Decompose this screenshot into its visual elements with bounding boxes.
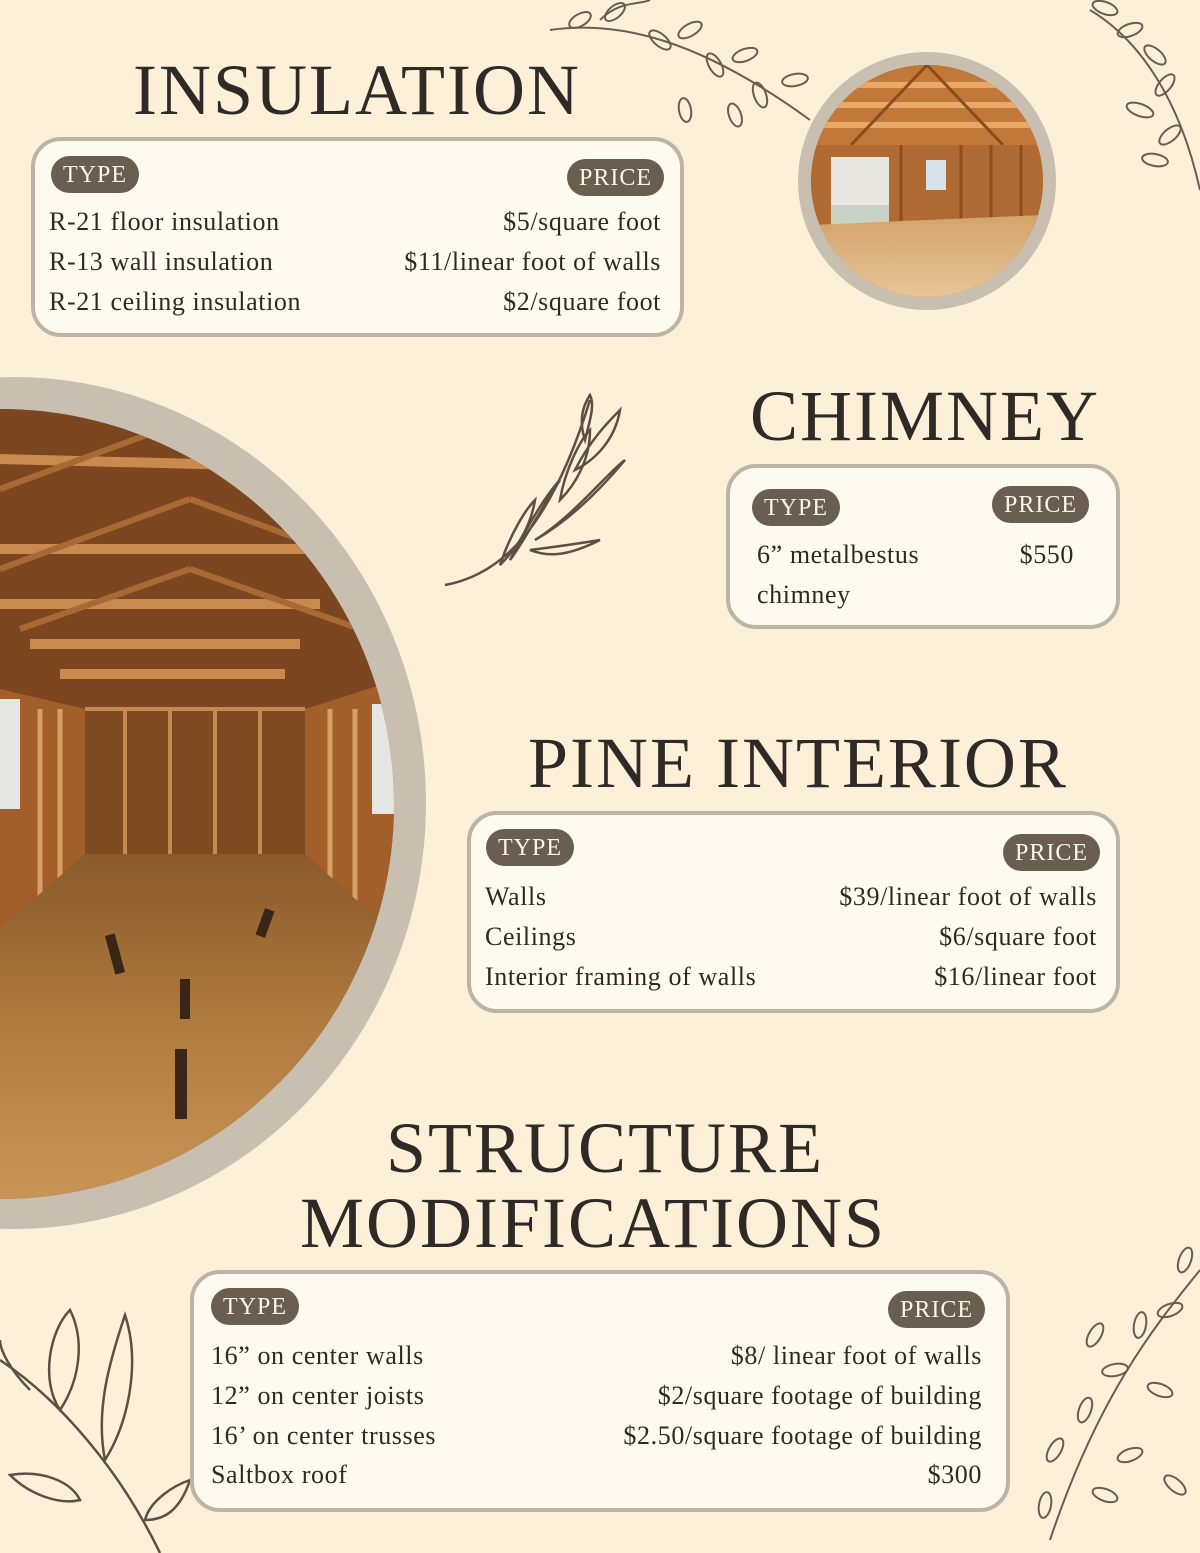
structure-row-type: Saltbox roof: [211, 1460, 348, 1489]
insulation-card: [31, 137, 684, 337]
pine-row-type: Interior framing of walls: [485, 962, 757, 991]
insulation-row-type: R-13 wall insulation: [49, 247, 274, 276]
pine-row-price: $16/linear foot: [934, 962, 1097, 991]
price-label: PRICE: [567, 159, 664, 196]
structure-row-type: 16’ on center trusses: [211, 1421, 437, 1450]
type-label: TYPE: [51, 156, 139, 193]
pine-row-type: Ceilings: [485, 922, 577, 951]
insulation-row-price: $11/linear foot of walls: [404, 247, 661, 276]
pine-interior-card: [467, 811, 1120, 1013]
type-label: TYPE: [486, 829, 574, 866]
interior-photo-large: [0, 377, 426, 1229]
structure-title-line1: STRUCTURE: [386, 1108, 825, 1188]
leaf-bottom-left-icon: [0, 1300, 200, 1553]
chimney-row-type-line2: chimney: [757, 580, 851, 609]
structure-row-price: $2.50/square footage of building: [623, 1421, 982, 1450]
chimney-row-type-line1: 6” metalbestus: [757, 540, 920, 569]
insulation-row-price: $5/square foot: [503, 207, 661, 236]
leaf-branch-icon: [440, 390, 640, 590]
structure-row-type: 12” on center joists: [211, 1381, 425, 1410]
price-label: PRICE: [888, 1291, 985, 1328]
type-label: TYPE: [211, 1288, 299, 1325]
structure-row-price: $8/ linear foot of walls: [730, 1341, 982, 1370]
insulation-row-type: R-21 ceiling insulation: [49, 287, 302, 316]
structure-title-line2: MODIFICATIONS: [300, 1183, 887, 1263]
pine-row-price: $39/linear foot of walls: [839, 882, 1097, 911]
vine-top-right-icon: [1070, 0, 1200, 200]
interior-photo-small: [798, 52, 1056, 310]
price-label: PRICE: [992, 486, 1089, 523]
price-label: PRICE: [1003, 834, 1100, 871]
vine-bottom-right-icon: [1010, 1240, 1200, 1553]
insulation-row-type: R-21 floor insulation: [49, 207, 280, 236]
structure-row-price: $300: [927, 1460, 982, 1489]
chimney-title: CHIMNEY: [750, 376, 1100, 456]
structure-row-type: 16” on center walls: [211, 1341, 424, 1370]
insulation-row-price: $2/square foot: [503, 287, 661, 316]
structure-card: [190, 1270, 1010, 1512]
pine-interior-title: PINE INTERIOR: [528, 723, 1068, 803]
chimney-row-price: $550: [1019, 540, 1074, 569]
type-label: TYPE: [752, 489, 840, 526]
chimney-card: [726, 464, 1120, 629]
structure-row-price: $2/square footage of building: [657, 1381, 982, 1410]
pine-row-type: Walls: [485, 882, 547, 911]
vine-top-center-icon: [540, 0, 830, 140]
pine-row-price: $6/square foot: [939, 922, 1097, 951]
insulation-title: INSULATION: [133, 50, 581, 130]
